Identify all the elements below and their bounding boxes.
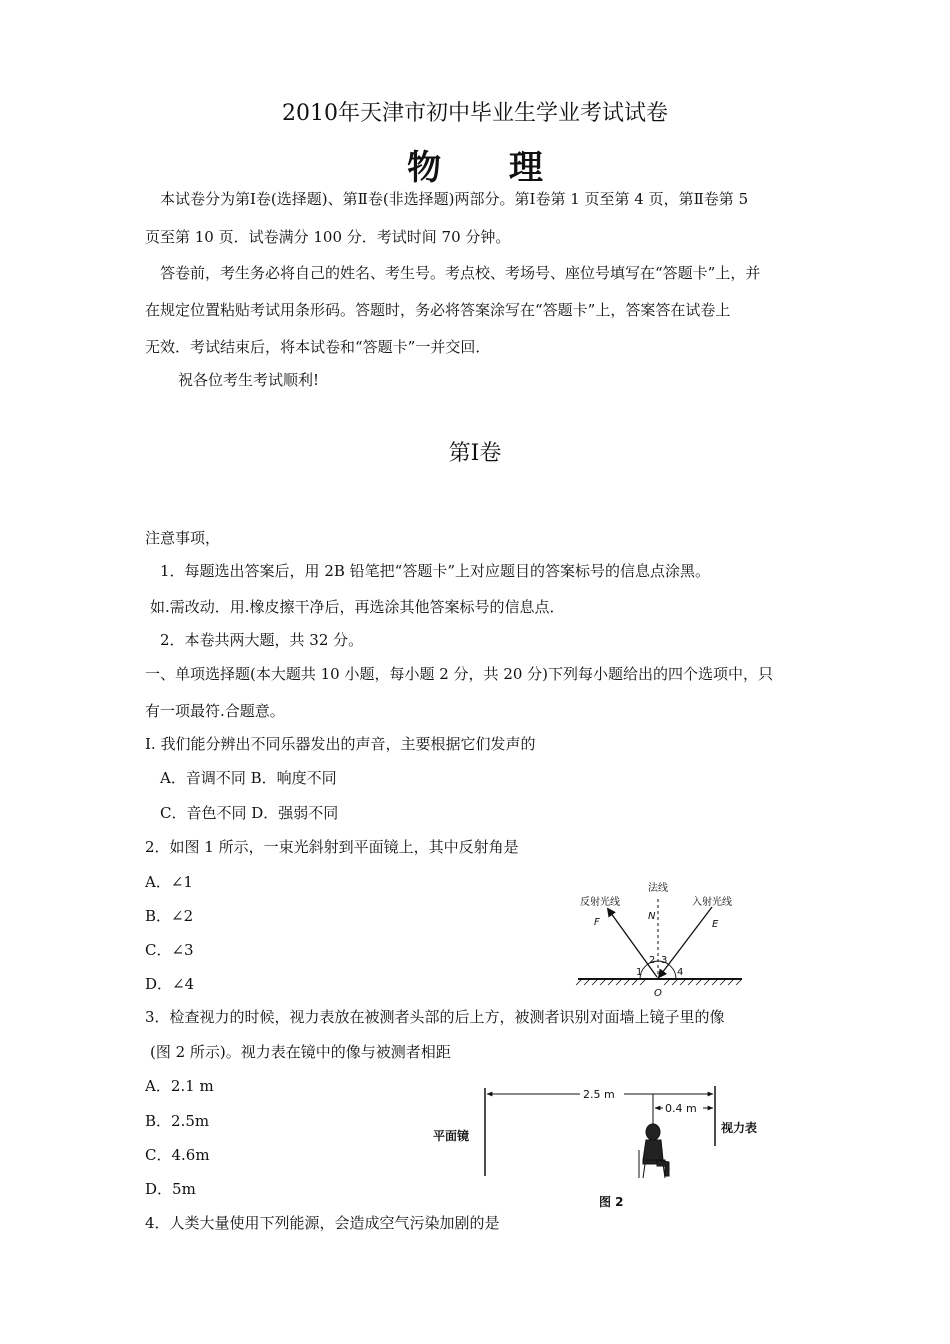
question-3-option-c: C．4.6m xyxy=(145,1146,210,1164)
intro-paragraph-2-line-2: 在规定位置粘贴考试用条形码。答题时，务必将答案涂写在“答题卡”上，答案答在试卷上 xyxy=(145,301,731,319)
intro-paragraph-1-line-1: 本试卷分为第Ⅰ卷(选择题)、第Ⅱ卷(非选择题)两部分。第Ⅰ卷第 1 页至第 4 页，第Ⅱ卷第 5 xyxy=(160,190,749,208)
incident-ray-label: 入射光线 xyxy=(692,897,732,908)
notes-heading: 注意事项， xyxy=(145,529,221,547)
angle-label-3: 3 xyxy=(661,955,668,966)
part-1-intro-line-1: 一、单项选择题(本大题共 10 小题，每小题 2 分，共 20 分)下列每小题给出的四个选项中，只 xyxy=(145,665,774,683)
intro-paragraph-2-line-1: 答卷前，考生务必将自己的姓名、考生号。考点校、考场号、座位号填写在“答题卡”上，并 xyxy=(160,264,761,282)
question-1-stem: I. 我们能分辨出不同乐器发出的声音，主要根据它们发声的 xyxy=(145,735,536,753)
angle-label-2: 2 xyxy=(649,955,656,966)
question-4-stem: 4．人类大量使用下列能源，会造成空气污染加剧的是 xyxy=(145,1214,500,1232)
normal-label: 法线 xyxy=(648,883,668,894)
section-title: 第Ⅰ卷 xyxy=(448,441,502,466)
angle-arc xyxy=(640,961,676,979)
mirror-label: 平面镜 xyxy=(433,1129,470,1143)
question-1-options-row-1: A．音调不同 B．响度不同 xyxy=(160,769,337,787)
reflected-ray-label: 反射光线 xyxy=(580,897,620,908)
angle-label-4: 4 xyxy=(677,967,684,978)
subject-title: 物 理 xyxy=(407,148,571,188)
part-1-intro-line-2: 有一项最符.合题意。 xyxy=(145,702,285,720)
angle-label-1: 1 xyxy=(636,967,643,978)
question-2-option-d: D．∠4 xyxy=(145,975,195,993)
intro-paragraph-1-line-2: 页至第 10 页．试卷满分 100 分．考试时间 70 分钟。 xyxy=(145,228,511,246)
question-3-option-b: B．2.5m xyxy=(145,1112,210,1130)
intro-paragraph-2-line-3: 无效．考试结束后，将本试卷和“答题卡”一并交回． xyxy=(145,338,491,356)
figure-2-caption: 图 2 xyxy=(599,1195,624,1209)
note-2: 2．本卷共两大题，共 32 分。 xyxy=(160,631,364,649)
total-distance-label: 2.5 m xyxy=(583,1088,615,1101)
question-2-option-b: B．∠2 xyxy=(145,907,194,925)
label-f: F xyxy=(594,917,600,928)
question-2-option-c: C．∠3 xyxy=(145,941,194,959)
figure-2-eye-test-diagram xyxy=(425,1080,775,1212)
question-3-stem-line-1: 3．检查视力的时候，视力表放在被测者头部的后上方，被测者识别对面墙上镜子里的像 xyxy=(145,1008,725,1026)
good-luck-wish: 祝各位考生考试顺利! xyxy=(178,371,320,389)
question-2-option-a: A．∠1 xyxy=(145,873,193,891)
label-n: N xyxy=(648,911,656,922)
label-o: O xyxy=(654,988,662,999)
seated-person-icon xyxy=(639,1124,669,1178)
figure-1-reflection-diagram xyxy=(570,875,750,1000)
question-1-options-row-2: C．音色不同 D．强弱不同 xyxy=(160,804,339,822)
note-1-line-2: 如.需改动．用.橡皮擦干净后，再选涂其他答案标号的信息点． xyxy=(150,598,565,616)
partial-distance-label: 0.4 m xyxy=(665,1102,697,1115)
exam-title: 2010年天津市初中毕业生学业考试试卷 xyxy=(282,101,668,126)
question-2-stem: 2．如图 1 所示，一束光斜射到平面镜上，其中反射角是 xyxy=(145,838,519,856)
label-e: E xyxy=(712,919,719,930)
incident-ray xyxy=(659,907,712,977)
question-3-option-a: A．2.1 m xyxy=(145,1077,214,1095)
eye-chart-label: 视力表 xyxy=(721,1121,758,1135)
question-3-stem-line-2: (图 2 所示)。视力表在镜中的像与被测者相距 xyxy=(150,1043,451,1061)
note-1-line-1: 1．每题选出答案后，用 2B 铅笔把“答题卡”上对应题目的答案标号的信息点涂黑。 xyxy=(160,562,710,580)
question-3-option-d: D．5m xyxy=(145,1180,196,1198)
